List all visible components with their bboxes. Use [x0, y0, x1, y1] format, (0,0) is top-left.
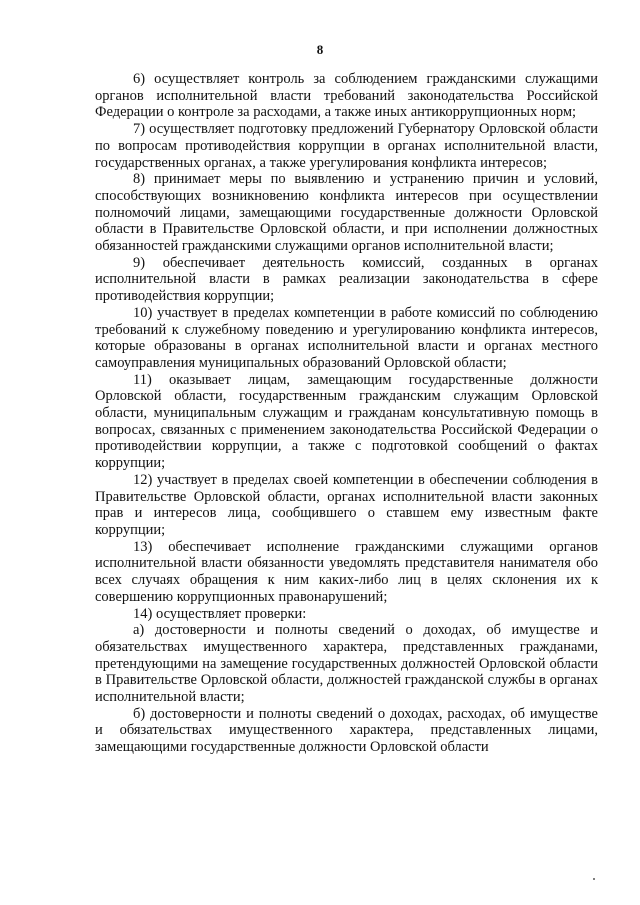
paragraph-item-7: 7) осуществляет подготовку предложений Губернатору Орловской области по вопросам противодействия коррупции в органах исполнительной власти, государственных органах, а также урегулирования конфликта интересов;	[95, 121, 598, 171]
paragraph-item-13: 13) обеспечивает исполнение гражданскими служащими органов исполнительной власти обязанности уведомлять представителя нанимателя обо всех случаях обращения к ним каких-либо лиц в целях склонения их к совершению коррупционных правонарушений;	[95, 538, 598, 605]
paragraph-item-8: 8) принимает меры по выявлению и устранению причин и условий, способствующих возникновению конфликта интересов при осуществлении полномочий лицами, замещающими государственные должности Орловской области в Правительстве Орловской области, и при исполнении должностных обязанностей гражданскими служащими органов исполнительной власти;	[95, 171, 598, 255]
paragraph-item-12: 12) участвует в пределах своей компетенции в обеспечении соблюдения в Правительстве Орловской области, органах исполнительной власти законных прав и интересов лица, сообщившего о ставшем ему известным факте коррупции;	[95, 471, 598, 538]
paragraph-item-6: 6) осуществляет контроль за соблюдением гражданскими служащими органов исполнительной власти требований законодательства Российской Федерации о контроле за расходами, а также иных антикоррупционных норм;	[95, 71, 598, 121]
paragraph-item-14: 14) осуществляет проверки:	[133, 605, 307, 622]
page-number: 8	[316, 42, 324, 57]
paragraph-subitem-b: б) достоверности и полноты сведений о доходах, расходах, об имуществе и обязательствах имущественного характера, представленных лицами, замещающими государственные должности Орловской области	[95, 705, 598, 756]
paragraph-item-11: 11) оказывает лицам, замещающим государственные должности Орловской области, государственным гражданским служащим Орловской области, муниципальным служащим и гражданам консультативную помощь в вопросах, связанных с применением законодательства Российской Федерации о противодействии коррупции, а также с подготовкой сообщений о фактах коррупции;	[95, 371, 598, 472]
paragraph-subitem-a: а) достоверности и полноты сведений о доходах, об имуществе и обязательствах имущественного характера, представленных гражданами, претендующими на замещение государственных должностей Орловской области в Правительстве Орловской области, должностей гражданской службы в органах исполнительной власти;	[95, 622, 598, 706]
document-body	[95, 71, 598, 756]
paragraph-item-9: 9) обеспечивает деятельность комиссий, созданных в органах исполнительной власти в рамках реализации законодательства в сфере противодействия коррупции;	[95, 254, 598, 305]
paragraph-item-10: 10) участвует в пределах компетенции в работе комиссий по соблюдению требований к служебному поведению и урегулированию конфликта интересов, которые образованы в органах исполнительной власти и органах местного самоуправления муниципальных образований Орловской области;	[95, 304, 598, 371]
scan-speck	[593, 878, 595, 880]
